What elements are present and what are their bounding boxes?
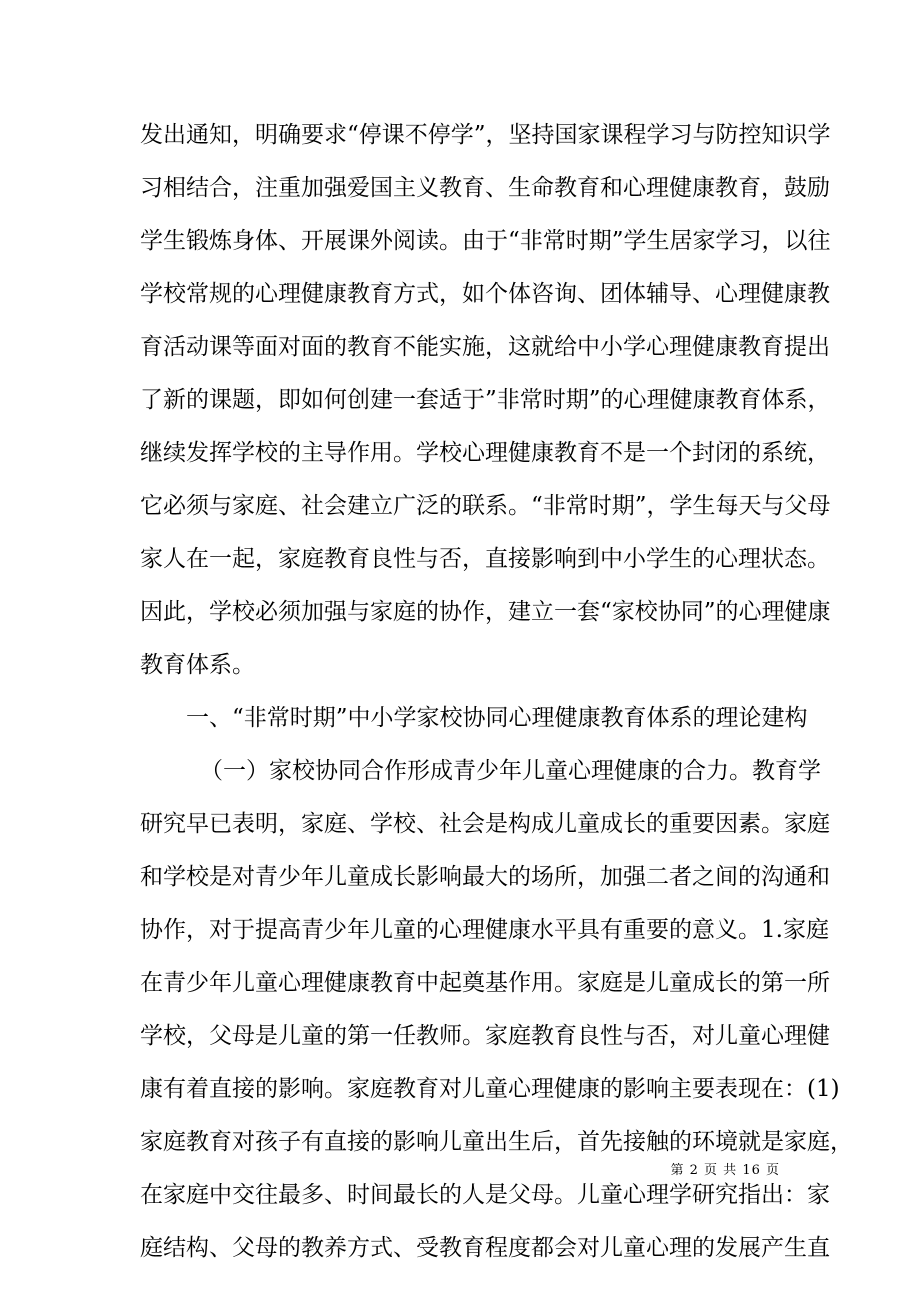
body-text-line: 习相结合，注重加强爱国主义教育、生命教育和心理健康教育，鼓励 bbox=[140, 175, 830, 201]
body-text-line: 在家庭中交往最多、时间最长的人是父母。儿童心理学研究指出：家 bbox=[140, 1182, 830, 1208]
body-text-line: 和学校是对青少年儿童成长影响最大的场所，加强二者之间的沟通和 bbox=[140, 864, 830, 890]
body-text-line: 康有着直接的影响。家庭教育对儿童心理健康的影响主要表现在：(1) bbox=[140, 1076, 840, 1102]
body-text-line: 它必须与家庭、社会建立广泛的联系。“非常时期”，学生每天与父母 bbox=[140, 493, 831, 519]
body-text-line: 学生锻炼身体、开展课外阅读。由于“非常时期”学生居家学习，以往 bbox=[140, 228, 831, 254]
body-text-line: 发出通知，明确要求“停课不停学”，坚持国家课程学习与防控知识学 bbox=[140, 122, 831, 148]
body-text-line: 庭结构、父母的教养方式、受教育程度都会对儿童心理的发展产生直 bbox=[140, 1235, 830, 1261]
body-text-line: 在青少年儿童心理健康教育中起奠基作用。家庭是儿童成长的第一所 bbox=[140, 970, 830, 996]
body-text-line: 学校，父母是儿童的第一任教师。家庭教育良性与否，对儿童心理健 bbox=[140, 1023, 830, 1049]
subsection-heading-line: （一）家校协同合作形成青少年儿童心理健康的合力。教育学 bbox=[200, 758, 821, 784]
body-text-line: 育活动课等面对面的教育不能实施，这就给中小学心理健康教育提出 bbox=[140, 334, 830, 360]
body-text-line: 家人在一起，家庭教育良性与否，直接影响到中小学生的心理状态。 bbox=[140, 546, 830, 572]
body-text-line: 家庭教育对孩子有直接的影响儿童出生后，首先接触的环境就是家庭， bbox=[140, 1129, 853, 1155]
body-text-line: 了新的课题，即如何创建一套适于”非常时期”的心理健康教育体系， bbox=[140, 387, 831, 413]
body-text-line: 继续发挥学校的主导作用。学校心理健康教育不是一个封闭的系统， bbox=[140, 440, 830, 466]
page-number-footer: 第 2 页 共 16 页 bbox=[670, 1163, 780, 1178]
section-heading: 一、“非常时期”中小学家校协同心理健康教育体系的理论建构 bbox=[186, 705, 808, 731]
body-text-line: 学校常规的心理健康教育方式，如个体咨询、团体辅导、心理健康教 bbox=[140, 281, 830, 307]
body-text-line: 研究早已表明，家庭、学校、社会是构成儿童成长的重要因素。家庭 bbox=[140, 811, 830, 837]
body-text-line: 因此，学校必须加强与家庭的协作，建立一套“家校协同”的心理健康 bbox=[140, 599, 831, 625]
body-text-line: 协作，对于提高青少年儿童的心理健康水平具有重要的意义。1.家庭 bbox=[140, 917, 829, 943]
body-text-line: 教育体系。 bbox=[140, 652, 255, 678]
